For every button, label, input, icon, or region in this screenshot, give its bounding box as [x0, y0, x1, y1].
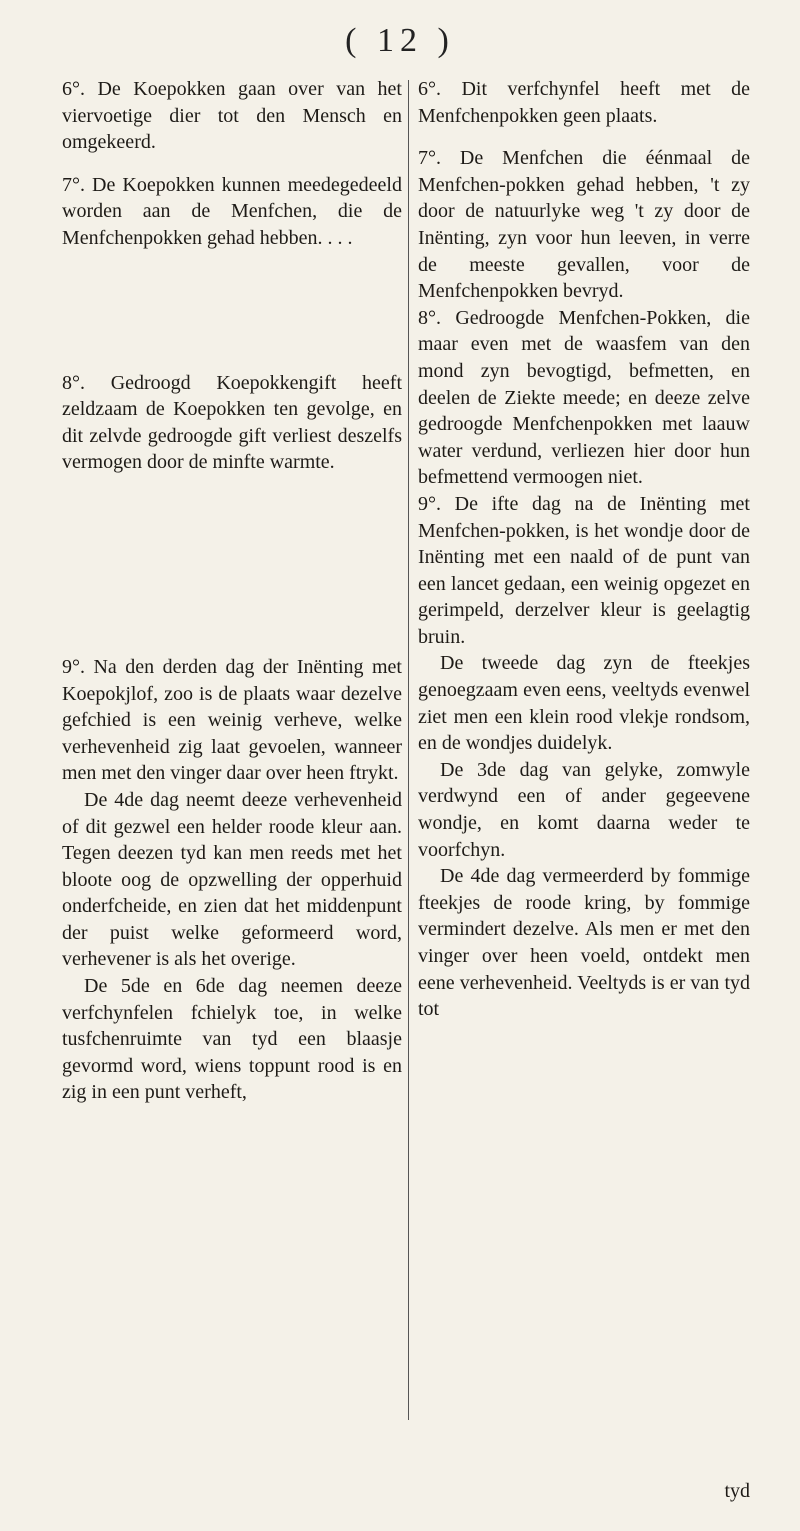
left-item-8: 8°. Gedroogd Koepokkengift heeft zeldzaam de Koepokken ten gevolge, en dit zelvde gedroogde gift verliest deszelfs vermogen door de minfte warmte. — [62, 371, 402, 474]
page-number: ( 12 ) — [345, 22, 455, 59]
left-item-7: 7°. De Koepokken kunnen meedegedeeld worden aan de Menfchen, die de Menfchenpokken gehad hebben. . . . — [62, 173, 402, 249]
column-divider — [408, 80, 409, 1420]
right-item-9-day2: De tweede dag zyn de fteekjes genoegzaam even eens, veeltyds evenwel ziet men een klein rood vlekje rondsom, en de wondjes duidelyk. — [418, 652, 750, 755]
left-item-9: 9°. Na den derden dag der Inënting met Koepokjlof, zoo is de plaats waar dezelve gefchied is een weinig verheve, welke verhevenheid zig laat gevoelen, wanneer men met den vinger daar over heen ftrykt. — [62, 655, 402, 785]
right-item-9-day4: De 4de dag vermeerderd by fommige fteekjes de roode kring, by fommige vermindert dezelve. Als men er met den vinger over heen voeld, ontdekt men eene verhevenheid. Veeltyds is er van tyd tot — [418, 865, 750, 1021]
right-item-9-day3: De 3de dag van gelyke, zomwyle verdwynd een of ander gegeevene wondje, en komt daarna weder te voorfchyn. — [418, 758, 750, 861]
right-item-9: 9°. De ifte dag na de Inënting met Menfchen-pokken, is het wondje door de Inënting met een naald of de punt van een lancet gedaan, een weinig opgezet en gerimpeld, derzelver kleur is geelagtig bruin. — [418, 492, 750, 648]
left-item-6: 6°. De Koepokken gaan over van het viervoetige dier tot den Mensch en omgekeerd. — [62, 78, 402, 154]
left-column — [62, 76, 402, 1106]
left-item-9-day5: De 5de en 6de dag neemen deeze verfchynfelen fchielyk toe, in welke tusfchenruimte van tyd een blaasje gevormd word, wiens toppunt rood is en zig in een punt verheft, — [62, 975, 402, 1104]
right-item-7: 7°. De Menfchen die éénmaal de Menfchen-pokken gehad hebben, 't zy door de natuurlyke weg 't zy door de Inënting, zyn voor hun leeven, in verre de meeste gevallen, voor de Menfchenpokken bevryd. — [418, 147, 750, 303]
right-item-8: 8°. Gedroogde Menfchen-Pokken, die maar even met de waasfem van den mond zyn bevogtigd, befmetten, en deelen de Ziekte meede; en deeze zelve gedroogde Menfchenpokken met laauw water verdund, verliezen hier door hun befmettend vermoogen niet. — [418, 306, 750, 489]
catchword: tyd — [724, 1480, 750, 1502]
right-column — [418, 76, 750, 1023]
right-item-6: 6°. Dit verfchynfel heeft met de Menfchenpokken geen plaats. — [418, 78, 750, 127]
left-item-9-day4: De 4de dag neemt deeze verhevenheid of dit gezwel een helder roode kleur aan. Tegen deezen tyd kan men reeds met het bloote oog de opzwelling der opperhuid onderfcheide, en zien dat het middenpunt der puist welke geformeerd word, verhevener is als het overige. — [62, 788, 402, 971]
